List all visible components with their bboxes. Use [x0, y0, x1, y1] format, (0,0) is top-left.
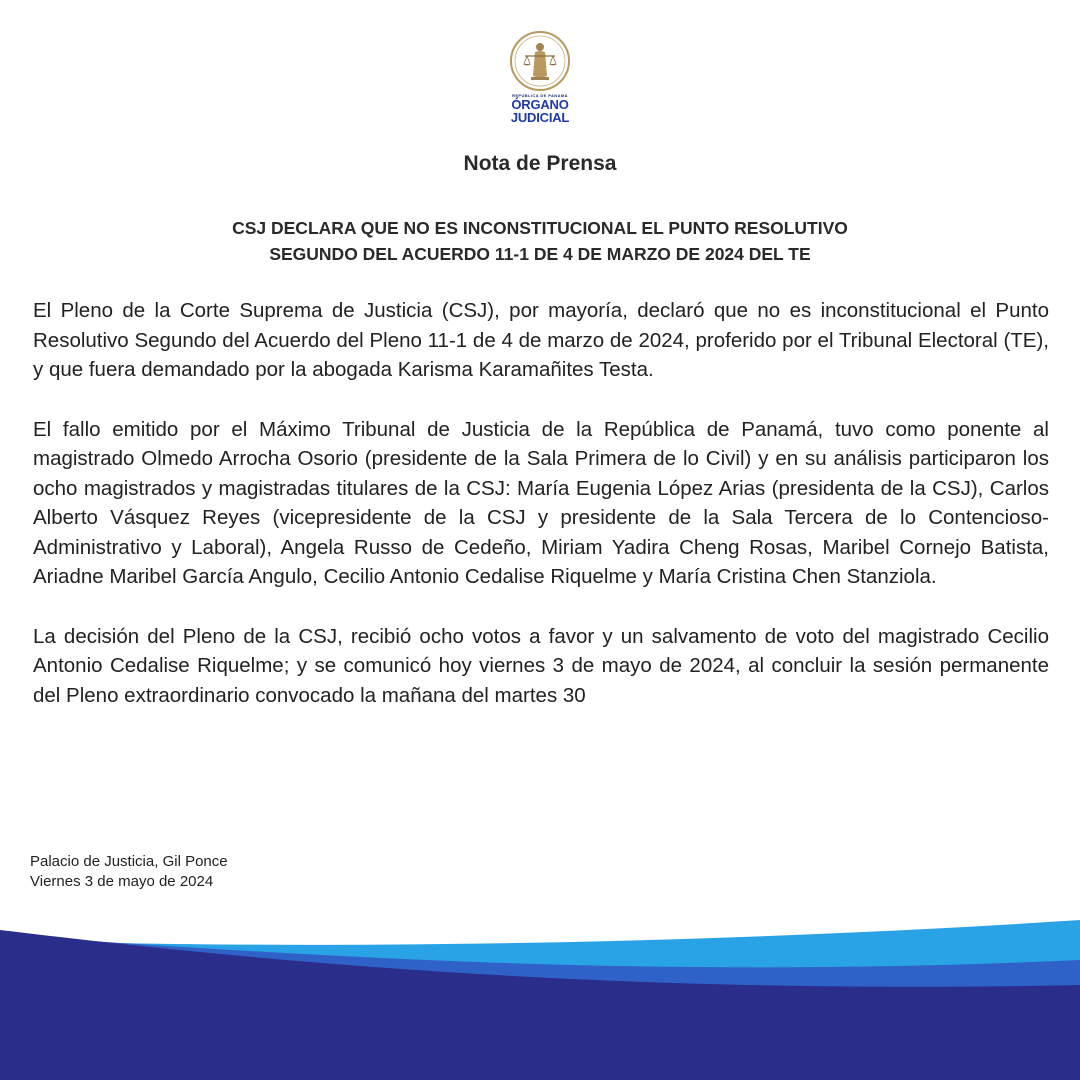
justice-emblem-icon	[509, 30, 571, 92]
article-body	[33, 296, 1049, 710]
dateline-place: Palacio de Justicia, Gil Ponce	[30, 853, 228, 870]
headline-line-2: SEGUNDO DEL ACUERDO 11-1 DE 4 DE MARZO DE 2024 DEL TE	[269, 244, 811, 264]
logo-country-text: REPÚBLICA DE PANAMÁ	[512, 93, 568, 98]
press-release-label: Nota de Prensa	[463, 152, 617, 175]
dateline-date: Viernes 3 de mayo de 2024	[30, 873, 214, 890]
headline	[100, 215, 980, 267]
logo-word-organo: ÓRGANO	[511, 97, 569, 112]
paragraph-3: La decisión del Pleno de la CSJ, recibió ocho votos a favor y un salvamento de voto del magistrado Cecilio Antonio Cedalise Riquelme; y se comunicó hoy viernes 3 de mayo de 2024, al concluir la sesión permanente del Pleno extraordinario convocado la mañana del martes 30	[33, 624, 1049, 707]
decorative-wave-banner	[0, 900, 1080, 1080]
organo-judicial-logo	[490, 30, 590, 126]
paragraph-1: El Pleno de la Corte Suprema de Justicia (CSJ), por mayoría, declaró que no es inconstitucional el Punto Resolutivo Segundo del Acuerdo del Pleno 11-1 de 4 de marzo de 2024, proferido por el Tribunal Electoral (TE), y que fuera demandado por la abogada Karisma Karamañites Testa.	[33, 299, 1049, 381]
paragraph-2: El fallo emitido por el Máximo Tribunal de Justicia de la República de Panamá, tuvo como ponente al magistrado Olmedo Arrocha Osorio (presidente de la Sala Primera de lo Civil) y en su análisis participaron los ocho magistrados y magistradas titulares de la CSJ: María Eugenia López Arias (presidenta de la CSJ), Carlos Alberto Vásquez Reyes (vicepresidente de la CSJ y presidente de la Sala Tercera de lo Contencioso-Administrativo y Laboral), Angela Russo de Cedeño, Miriam Yadira Cheng Rosas, Maribel Cornejo Batista, Ariadne Maribel García Angulo, Cecilio Antonio Cedalise Riquelme y María Cristina Chen Stanziola.	[33, 417, 1049, 588]
dateline	[30, 852, 228, 892]
logo-word-judicial: JUDICIAL	[510, 110, 570, 125]
headline-line-1: CSJ DECLARA QUE NO ES INCONSTITUCIONAL EL PUNTO RESOLUTIVO	[232, 218, 848, 238]
